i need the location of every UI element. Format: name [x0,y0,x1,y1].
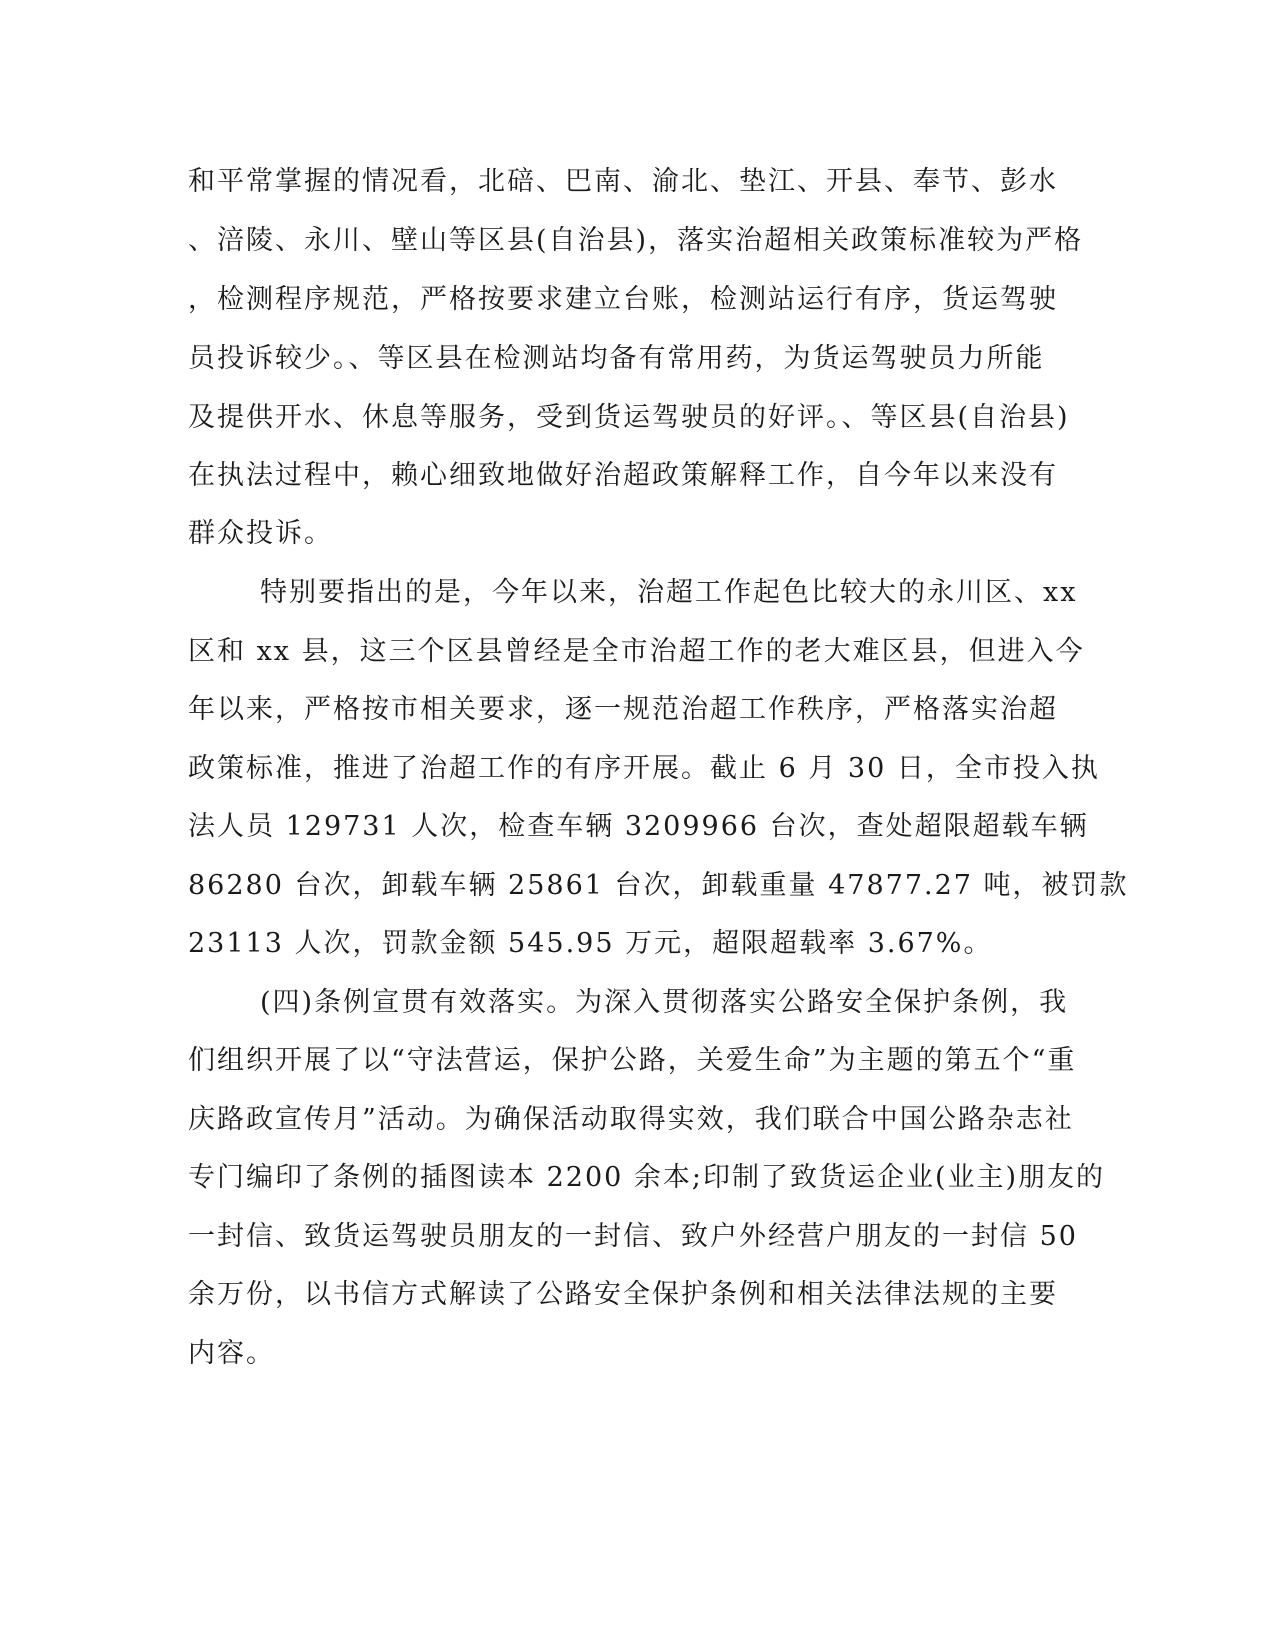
paragraph-line: 23113 人次，罚款金额 545.95 万元，超限超载率 3.67%。 [188,928,993,959]
paragraph-line: ，检测程序规范，严格按要求建立台账，检测站运行有序，货运驾驶 [188,284,1058,315]
paragraph-line: 群众投诉。 [188,518,333,549]
paragraph-line: 法人员 129731 人次，检查车辆 3209966 台次，查处超限超载车辆 [188,811,1089,842]
paragraph-line: 、涪陵、永川、壁山等区县(自治县)，落实治超相关政策标准较为严格 [188,225,1084,256]
paragraph-line: 在执法过程中，赖心细致地做好治超政策解释工作，自今年以来没有 [188,460,1058,491]
paragraph-line: 年以来，严格按市相关要求，逐一规范治超工作秩序，严格落实治超 [188,694,1058,725]
paragraph-line: 一封信、致货运驾驶员朋友的一封信、致户外经营户朋友的一封信 50 [188,1221,1078,1252]
paragraph-line: 庆路政宣传月”活动。为确保活动取得实效，我们联合中国公路杂志社 [188,1104,1074,1135]
paragraph-line: 员投诉较少。、等区县在检测站均备有常用药，为货运驾驶员力所能 [188,343,1045,374]
paragraph-line: 特别要指出的是，今年以来，治超工作起色比较大的永川区、xx [260,577,1078,608]
paragraph-line: 专门编印了条例的插图读本 2200 余本;印制了致货运企业(业主)朋友的 [188,1162,1106,1193]
paragraph-line: 及提供开水、休息等服务，受到货运驾驶员的好评。、等区县(自治县) [188,402,1070,433]
paragraph-line: 86280 台次，卸载车辆 25861 台次，卸载重量 47877.27 吨，被罚款 [188,870,1129,901]
paragraph-line: 内容。 [188,1338,275,1369]
paragraph-line: 们组织开展了以“守法营运，保护公路，关爱生命”为主题的第五个“重 [188,1045,1077,1076]
paragraph-line: 和平常掌握的情况看，北碚、巴南、渝北、垫江、开县、奉节、彭水 [188,166,1058,197]
paragraph-line: 区和 xx 县，这三个区县曾经是全市治超工作的老大难区县，但进入今 [188,636,1085,667]
paragraph-line: 余万份，以书信方式解读了公路安全保护条例和相关法律法规的主要 [188,1279,1058,1310]
paragraph-line: (四)条例宣贯有效落实。为深入贯彻落实公路安全保护条例，我 [260,987,1069,1018]
paragraph-line: 政策标准，推进了治超工作的有序开展。截止 6 月 30 日，全市投入执 [188,753,1100,784]
